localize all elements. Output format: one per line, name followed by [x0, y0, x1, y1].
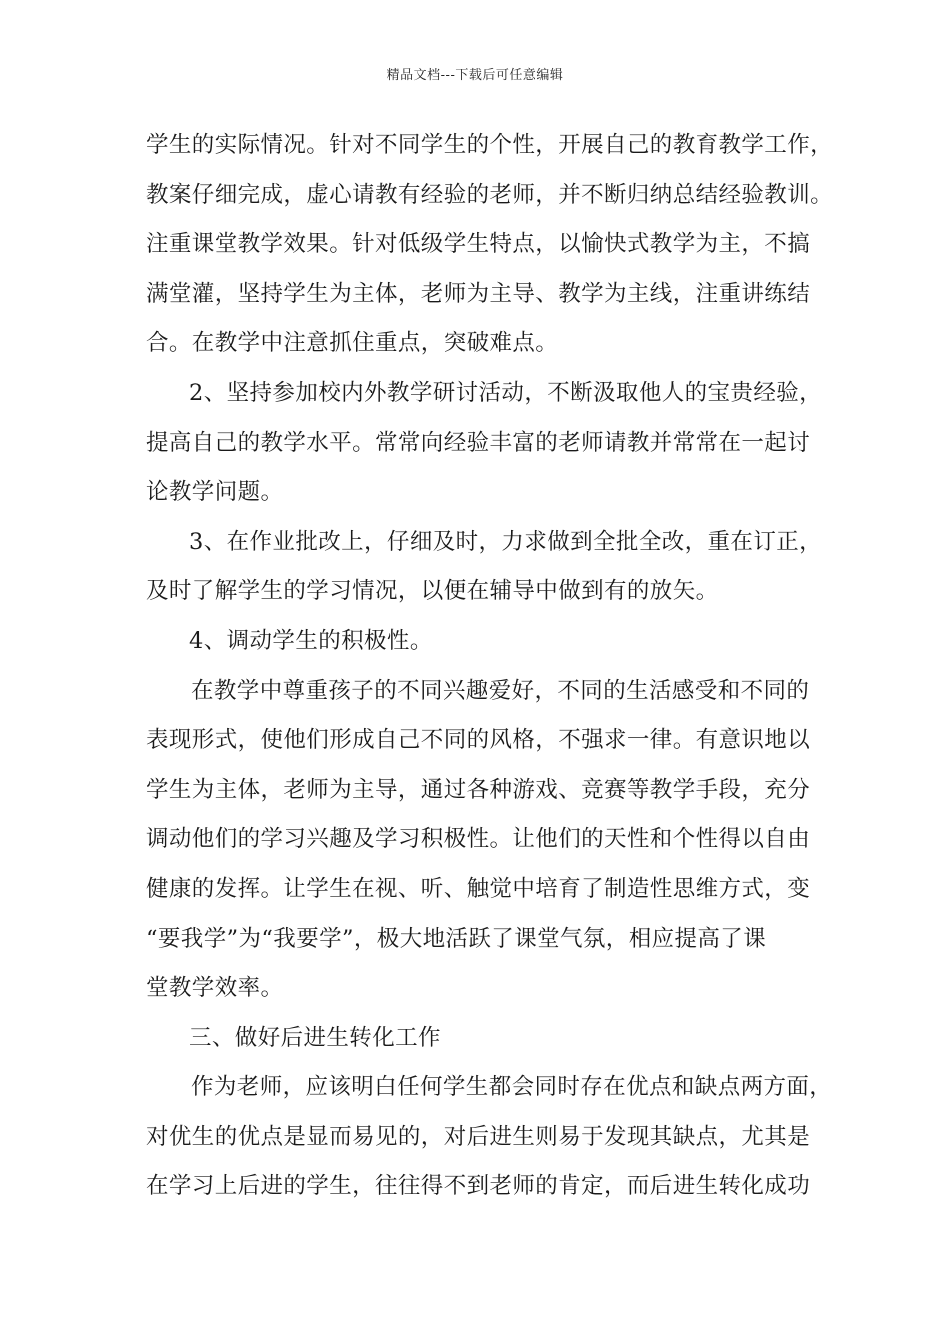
- text-line: 堂教学效率。: [146, 975, 284, 1002]
- paragraph-start: 作为老师，应该明白任何学生都会同时存在优点和缺点两方面，: [191, 1074, 833, 1101]
- text-line: 表现形式，使他们形成自己不同的风格，不强求一律。有意识地以: [146, 727, 811, 754]
- text-line: 在学习上后进的学生，往往得不到老师的肯定，而后进生转化成功: [146, 1173, 811, 1200]
- paragraph-start: 在教学中尊重孩子的不同兴趣爱好，不同的生活感受和不同的: [191, 677, 810, 704]
- text-line: “要我学”为“我要学”，极大地活跃了课堂气氛，相应提高了课: [146, 925, 767, 952]
- section-heading: 三、做好后进生转化工作: [189, 1024, 441, 1051]
- text-line: 学生为主体，老师为主导，通过各种游戏、竞赛等教学手段，充分: [146, 776, 811, 803]
- paragraph-start: 3、在作业批改上，仔细及时，力求做到全批全改，重在订正，: [189, 528, 823, 555]
- page-header: 精品文档---下载后可任意编辑: [386, 68, 564, 83]
- text-line: 论教学问题。: [146, 479, 284, 506]
- text-line: 健康的发挥。让学生在视、听、触觉中培育了制造性思维方式，变: [146, 875, 811, 902]
- paragraph-start: 4、调动学生的积极性。: [189, 627, 433, 654]
- text-line: 调动他们的学习兴趣及学习积极性。让他们的天性和个性得以自由: [146, 826, 811, 853]
- text-line: 提高自己的教学水平。常常向经验丰富的老师请教并常常在一起讨: [146, 429, 811, 456]
- text-line: 教案仔细完成，虚心请教有经验的老师，并不断归纳总结经验教训。: [146, 181, 834, 208]
- paragraph-start: 2、坚持参加校内外教学研讨活动，不断汲取他人的宝贵经验，: [189, 379, 823, 406]
- text-line: 满堂灌，坚持学生为主体，老师为主导、教学为主线，注重讲练结: [146, 280, 811, 307]
- text-line: 对优生的优点是显而易见的，对后进生则易于发现其缺点，尤其是: [146, 1123, 811, 1150]
- text-line: 注重课堂教学效果。针对低级学生特点，以愉快式教学为主，不搞: [146, 231, 811, 258]
- document-body: [146, 130, 834, 1221]
- text-line: 学生的实际情况。针对不同学生的个性，开展自己的教育教学工作，: [146, 132, 834, 158]
- text-line: 及时了解学生的学习情况，以便在辅导中做到有的放矢。: [146, 578, 719, 605]
- text-line: 合。在教学中注意抓住重点，突破难点。: [146, 330, 559, 357]
